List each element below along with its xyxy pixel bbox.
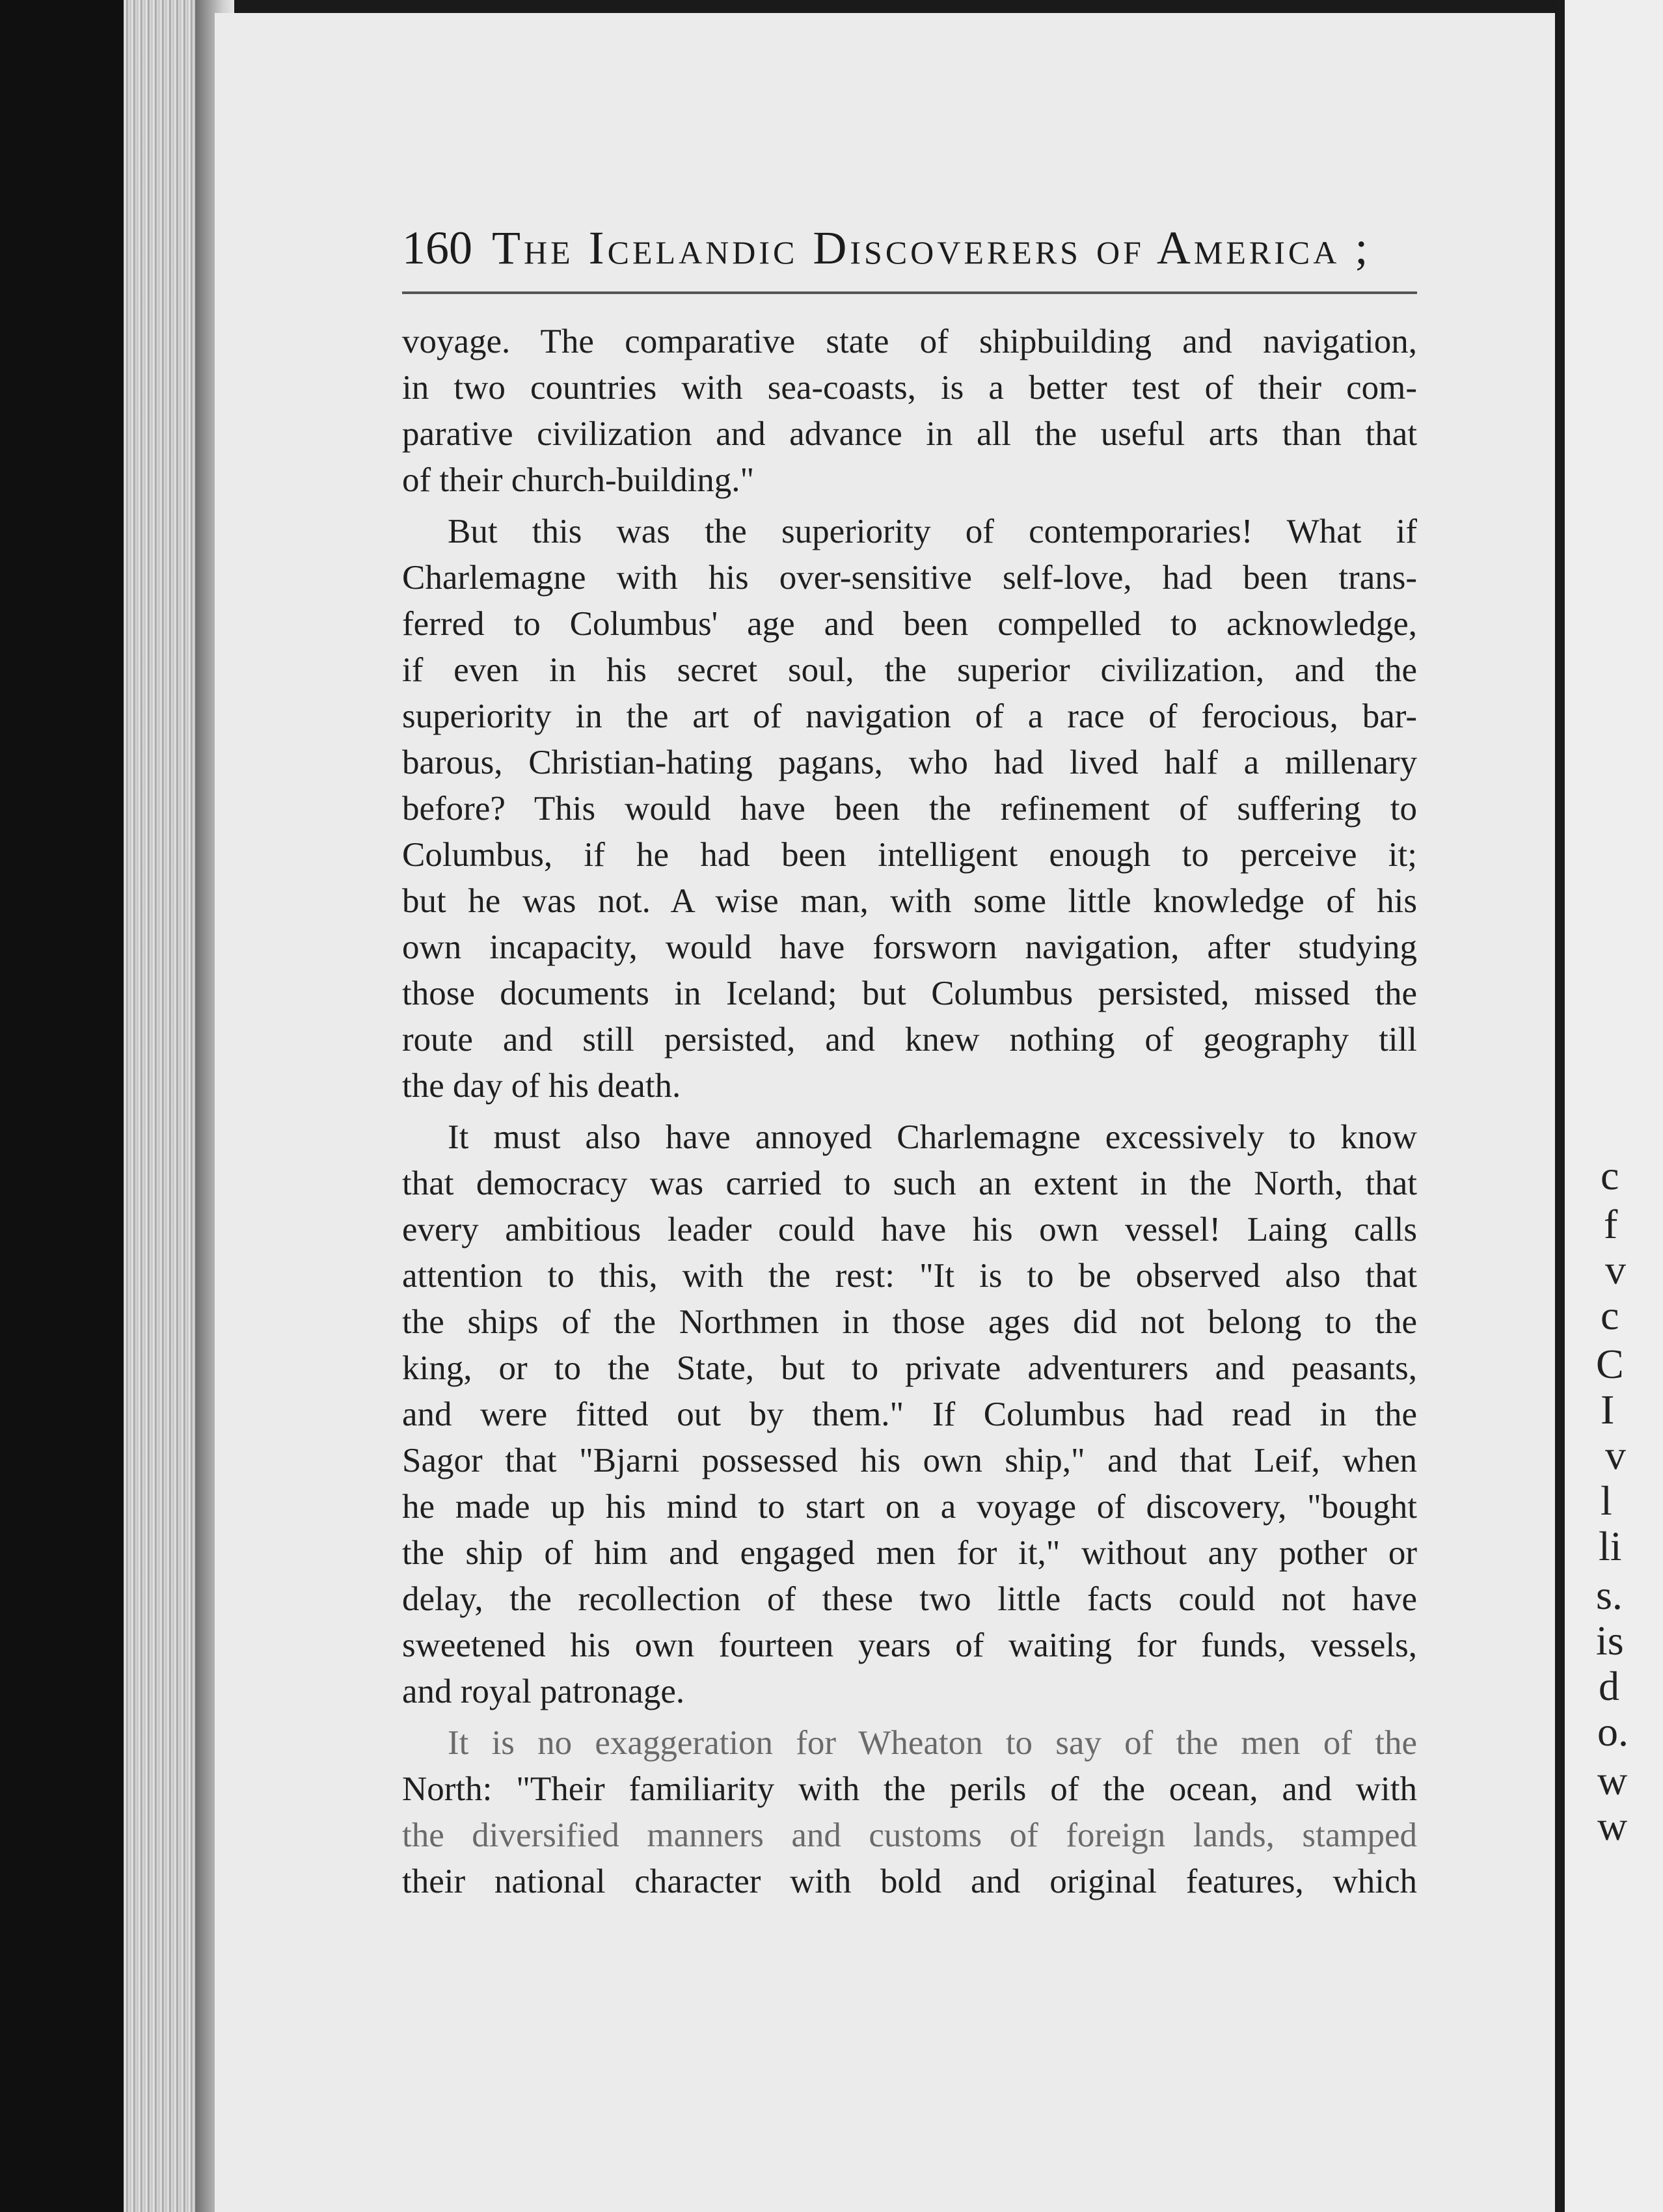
paragraph [402, 1114, 1417, 1715]
text-line: voyage. The comparative state of shipbuilding and navigation, [402, 323, 1417, 360]
facing-page-fragment: o. [1597, 1708, 1629, 1755]
facing-page-fragment: f [1604, 1201, 1618, 1247]
text-line: he made up his mind to start on a voyage of discovery, "bought [402, 1488, 1417, 1526]
text-line: ferred to Columbus' age and been compelled to acknowledge, [402, 605, 1417, 643]
text-line: but he was not. A wise man, with some little knowledge of his [402, 882, 1417, 920]
facing-page [1558, 0, 1663, 2212]
paragraph [402, 509, 1417, 1109]
text-line: own incapacity, would have forsworn navigation, after studying [402, 928, 1417, 966]
text-line: barous, Christian-hating pagans, who had lived half a millenary [402, 744, 1417, 781]
text-line: route and still persisted, and knew nothing of geography till [402, 1021, 1417, 1059]
text-line: their national character with bold and original features, which [402, 1863, 1417, 1900]
text-line: those documents in Iceland; but Columbus persisted, missed the [402, 975, 1417, 1012]
text-line: every ambitious leader could have his own vessel! Laing calls [402, 1211, 1417, 1248]
body-text [402, 319, 1417, 1910]
text-line: that democracy was carried to such an extent in the North, that [402, 1165, 1417, 1202]
page-number: 160 [402, 222, 472, 274]
facing-page-fragment: d [1599, 1663, 1619, 1709]
text-line: But this was the superiority of contemporaries! What if [448, 513, 1417, 550]
text-line: delay, the recollection of these two little facts could not have [402, 1580, 1417, 1618]
facing-page-fragment: c [1601, 1152, 1619, 1198]
paragraph [402, 319, 1417, 504]
text-line: in two countries with sea-coasts, is a better test of their com- [402, 369, 1417, 407]
text-line: of their church-building." [402, 461, 755, 499]
facing-page-fragment: c [1601, 1292, 1619, 1338]
text-line: Sagor that "Bjarni possessed his own ship," and that Leif, when [402, 1442, 1417, 1479]
text-line: attention to this, with the rest: "It is to be observed also that [402, 1257, 1417, 1295]
text-line: the ships of the Northmen in those ages did not belong to the [402, 1303, 1417, 1341]
facing-page-fragment: v [1605, 1247, 1626, 1293]
paragraph [402, 1720, 1417, 1905]
text-line: the day of his death. [402, 1067, 681, 1105]
facing-page-fragment: s. [1596, 1572, 1623, 1618]
text-line: North: "Their familiarity with the perils of the ocean, and with [402, 1770, 1417, 1808]
header-rule [402, 291, 1417, 294]
facing-page-fragment: w [1597, 1803, 1628, 1849]
text-line: It must also have annoyed Charlemagne excessively to know [448, 1118, 1417, 1156]
facing-page-fragment: l [1601, 1477, 1612, 1524]
text-line: before? This would have been the refinement of suffering to [402, 790, 1417, 828]
text-line: Charlemagne with his over-sensitive self-love, had been trans- [402, 559, 1417, 597]
facing-page-fragment: li [1599, 1523, 1622, 1569]
facing-page-fragment: C [1596, 1341, 1624, 1387]
running-header [402, 221, 1417, 293]
text-line: and were fitted out by them." If Columbus had read in the [402, 1396, 1417, 1433]
text-line: the diversified manners and customs of foreign lands, stamped [402, 1816, 1417, 1854]
text-line: Columbus, if he had been intelligent enough to perceive it; [402, 836, 1417, 874]
text-line: sweetened his own fourteen years of waiting for funds, vessels, [402, 1626, 1417, 1664]
facing-page-fragment: I [1601, 1386, 1615, 1433]
facing-page-fragment: is [1596, 1617, 1624, 1664]
text-line: the ship of him and engaged men for it," without any pother or [402, 1534, 1417, 1572]
text-line: king, or to the State, but to private adventurers and peasants, [402, 1349, 1417, 1387]
facing-page-fragment: v [1605, 1432, 1626, 1478]
running-head-title: The Icelandic Discoverers of America ; [492, 222, 1372, 274]
text-line: parative civilization and advance in all the useful arts than that [402, 415, 1417, 453]
text-line: superiority in the art of navigation of a race of ferocious, bar- [402, 697, 1417, 735]
facing-page-fragment: w [1597, 1757, 1628, 1803]
text-line: It is no exaggeration for Wheaton to say of the men of the [448, 1724, 1417, 1762]
text-line: and royal patronage. [402, 1673, 685, 1710]
text-line: if even in his secret soul, the superior civilization, and the [402, 651, 1417, 689]
